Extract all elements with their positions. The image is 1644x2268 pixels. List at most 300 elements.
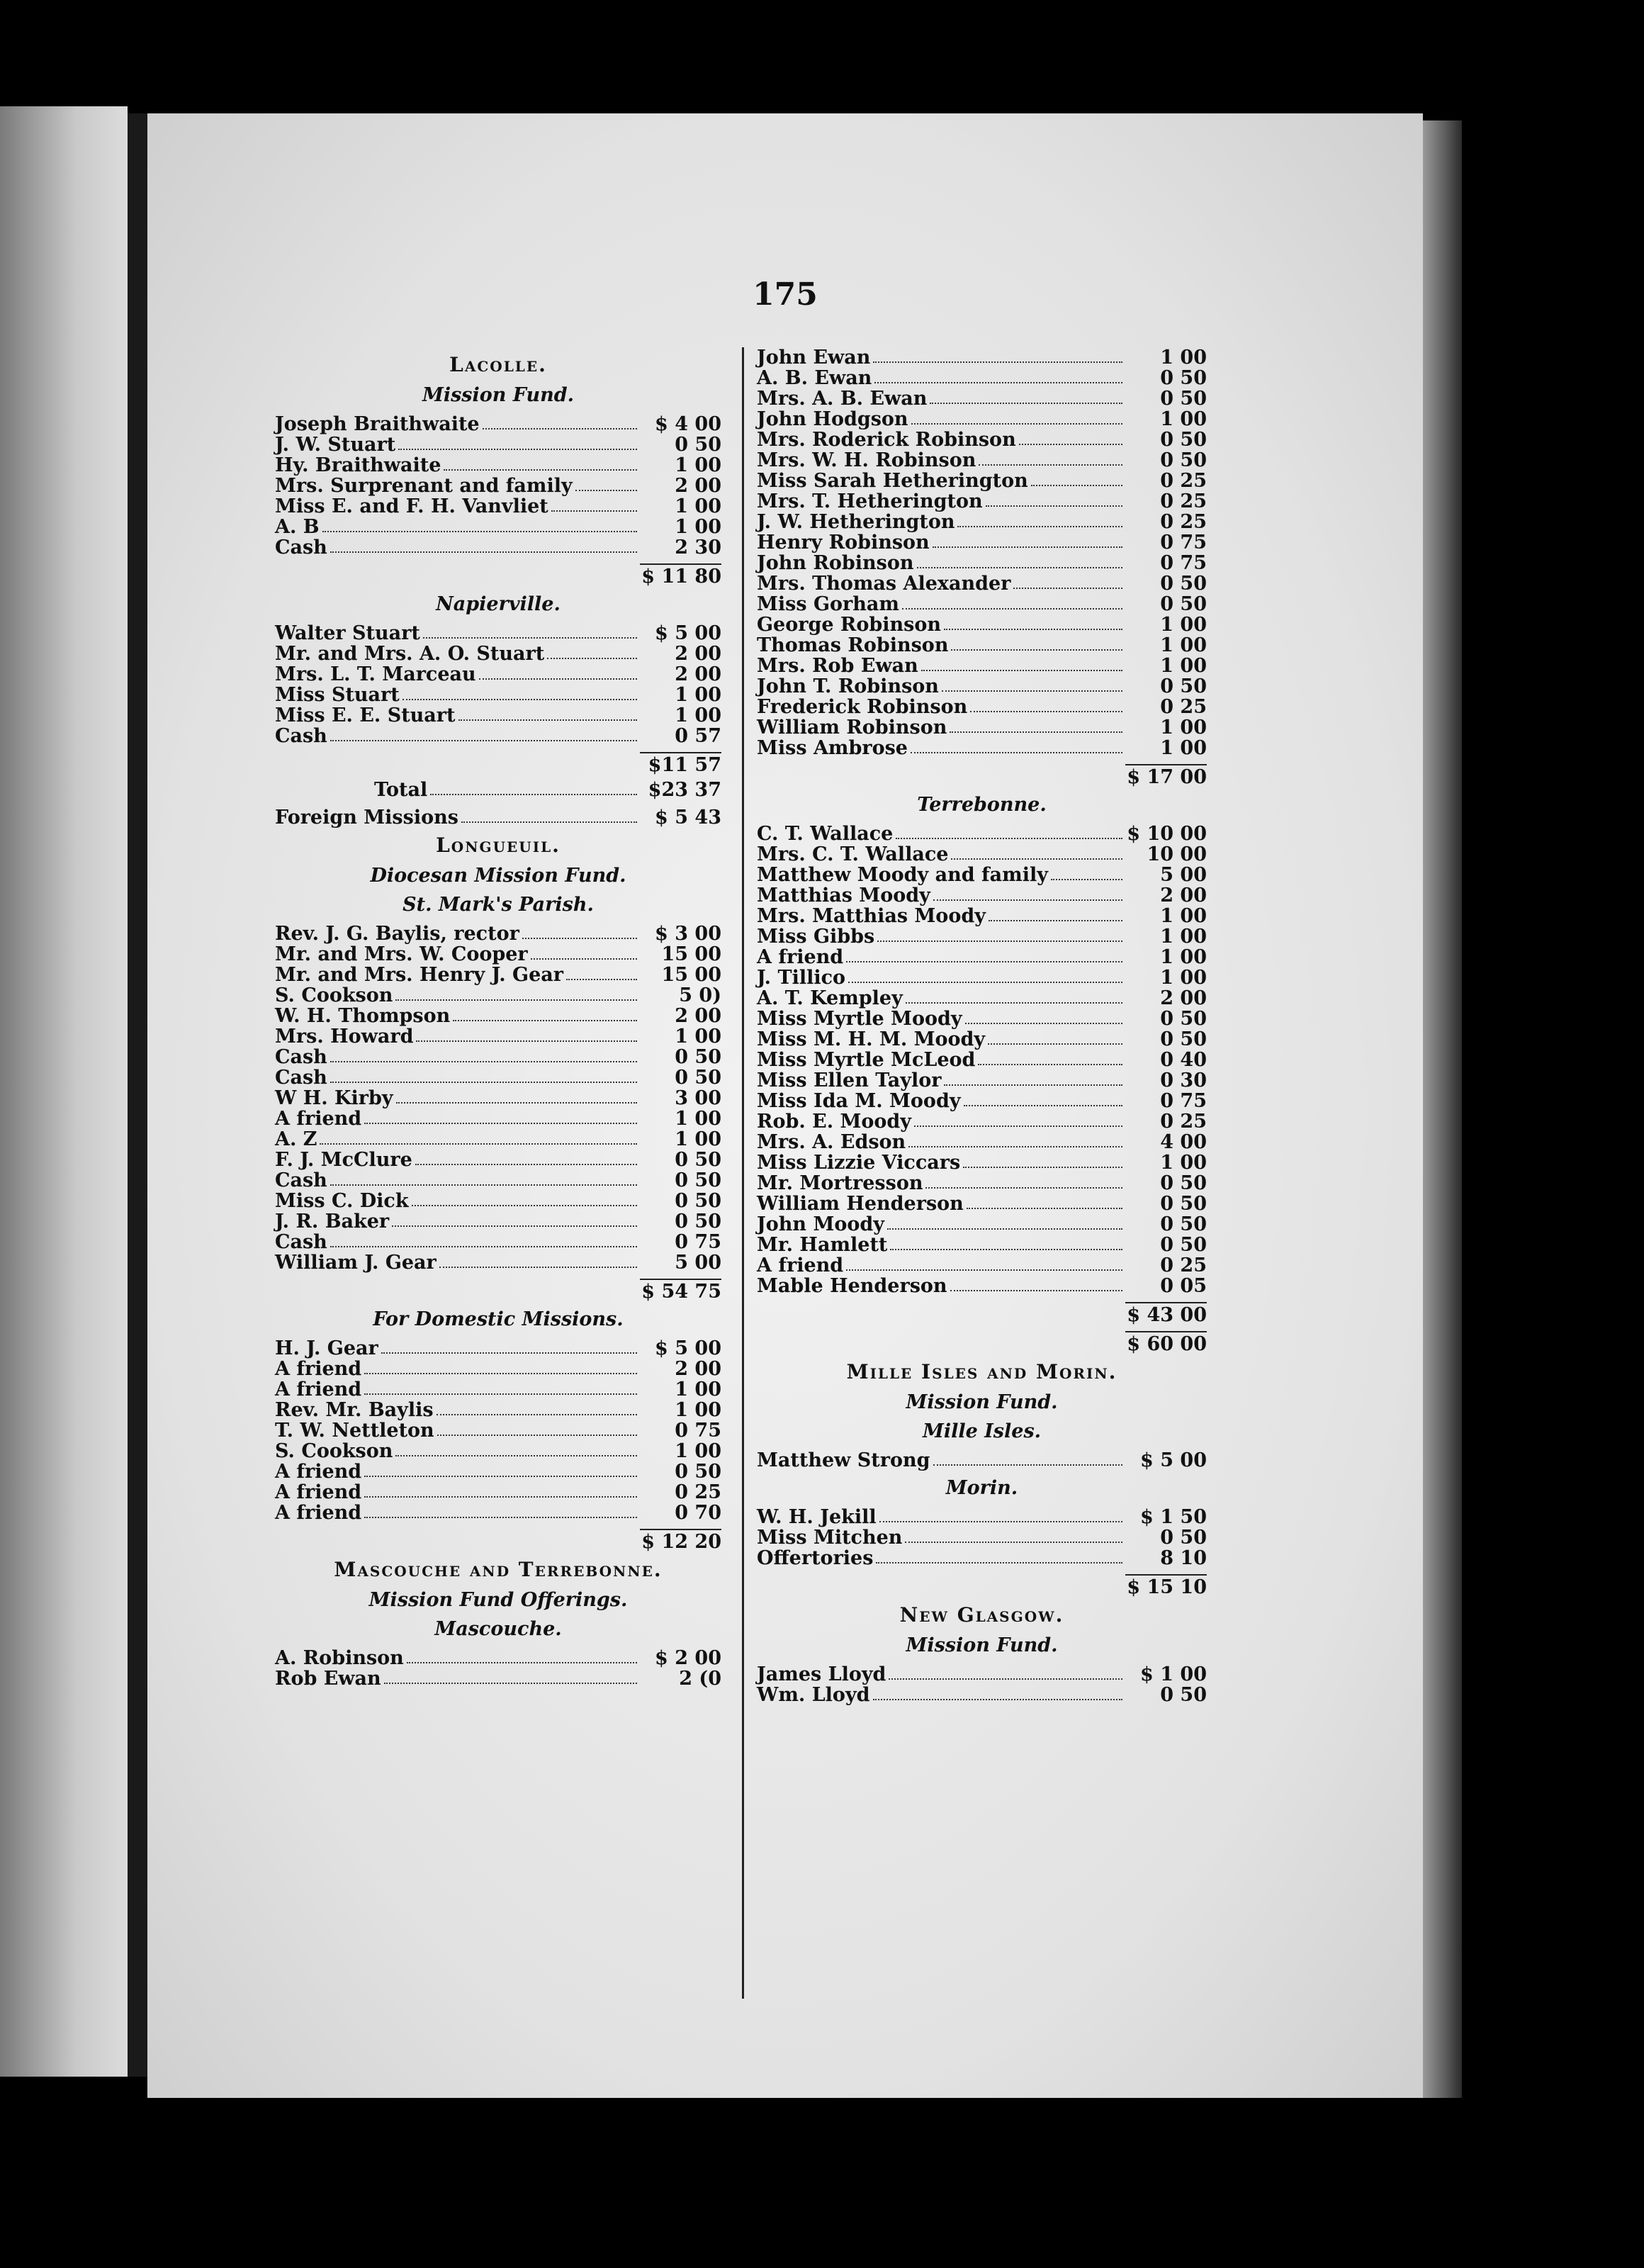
donor-name: A friend	[275, 1461, 362, 1483]
donor-name: Matthew Moody and family	[757, 864, 1048, 886]
donation-amount: $ 1 00	[1140, 1663, 1207, 1685]
donor-name: John Ewan	[757, 347, 871, 369]
page-stack-edge	[1423, 120, 1462, 2098]
donor-row	[757, 1070, 1207, 1091]
section-subheading: Morin.	[945, 1477, 1018, 1499]
donor-name: William Henderson	[757, 1193, 964, 1215]
section-subheading: Terrebonne.	[917, 794, 1047, 816]
donation-amount: $ 2 00	[655, 1647, 721, 1669]
donation-amount: 5 00	[675, 1252, 721, 1274]
donor-row	[757, 1091, 1207, 1111]
donor-row	[757, 368, 1207, 388]
subtotal-row	[757, 1574, 1207, 1598]
donor-name: Mr. Mortresson	[757, 1172, 923, 1194]
dot-leader	[902, 608, 1122, 610]
donor-name: Mrs. Surprenant and family	[275, 475, 573, 497]
donation-amount: 0 75	[675, 1231, 721, 1253]
donor-name: A friend	[275, 1108, 362, 1130]
donor-row	[757, 717, 1207, 738]
donation-amount: 0 25	[1160, 470, 1207, 492]
donation-amount: 0 50	[1160, 593, 1207, 615]
donor-name: William J. Gear	[275, 1252, 437, 1274]
dot-leader	[930, 403, 1122, 404]
donation-amount: 2 00	[1160, 987, 1207, 1009]
donor-row	[757, 885, 1207, 906]
donor-name: A friend	[275, 1379, 362, 1400]
donation-amount: 2 30	[675, 537, 721, 558]
donation-amount: 1 00	[1160, 946, 1207, 968]
donation-amount: 1 00	[675, 1379, 721, 1400]
donor-name: Mrs. W. H. Robinson	[757, 449, 976, 471]
donation-amount: 1 00	[675, 454, 721, 476]
donor-row	[275, 1482, 721, 1503]
donation-amount: 0 25	[675, 1481, 721, 1503]
donor-name: Rev. J. G. Baylis, rector	[275, 923, 519, 945]
dot-leader	[879, 1521, 1122, 1522]
donation-amount: 0 50	[675, 1169, 721, 1191]
donor-name: Cash	[275, 725, 327, 747]
donation-amount: 1 00	[675, 1440, 721, 1462]
donor-name: A. Robinson	[275, 1647, 404, 1669]
donation-amount: $ 10 00	[1127, 823, 1207, 845]
donor-row	[757, 1194, 1207, 1214]
donation-amount: 0 50	[1160, 675, 1207, 697]
donor-row	[275, 1252, 721, 1273]
dot-leader	[917, 567, 1123, 568]
donor-row	[757, 656, 1207, 676]
donation-amount: $ 4 00	[655, 413, 721, 435]
donor-name: A friend	[275, 1358, 362, 1380]
donor-row	[275, 1088, 721, 1108]
donor-name: J. R. Baker	[275, 1211, 390, 1233]
donor-name: Miss Ellen Taylor	[757, 1070, 942, 1091]
donation-amount: 0 50	[675, 434, 721, 456]
donor-row	[275, 1191, 721, 1211]
dot-leader	[398, 449, 637, 450]
dot-leader	[957, 526, 1122, 527]
donor-name: W. H. Thompson	[275, 1005, 451, 1027]
dot-leader	[395, 1455, 637, 1456]
donor-name: A. Z	[275, 1128, 317, 1150]
dot-leader	[423, 637, 637, 639]
donation-amount: 0 40	[1160, 1049, 1207, 1071]
donor-row	[757, 967, 1207, 988]
donor-row	[757, 1029, 1207, 1050]
donation-amount: 1 00	[1160, 655, 1207, 677]
donation-amount: 0 50	[675, 1190, 721, 1212]
donation-amount: 0 25	[1160, 1111, 1207, 1133]
donation-amount: 5 0)	[679, 984, 721, 1006]
dot-leader	[933, 1464, 1123, 1466]
dot-leader	[986, 505, 1122, 507]
dot-leader	[330, 551, 637, 553]
donor-name: Miss Gorham	[757, 593, 899, 615]
section-heading: Longueuil.	[436, 833, 561, 857]
donor-row	[757, 865, 1207, 885]
donation-amount: 0 50	[1160, 429, 1207, 451]
donation-amount: 2 (0	[679, 1668, 721, 1690]
dot-leader	[978, 1064, 1122, 1065]
donor-name: Cash	[275, 1067, 327, 1089]
donor-name: H. J. Gear	[275, 1337, 378, 1359]
dot-leader	[933, 546, 1122, 548]
dot-leader	[944, 629, 1122, 630]
donor-name: John Hodgson	[757, 408, 908, 430]
donor-row	[275, 1420, 721, 1441]
donation-amount: 1 00	[1160, 905, 1207, 927]
donor-name: Miss Mitchen	[757, 1527, 903, 1549]
donor-row	[757, 1050, 1207, 1070]
donor-row	[275, 537, 721, 558]
donor-row	[275, 455, 721, 476]
donor-name: Cash	[275, 1231, 327, 1253]
dot-leader	[364, 1123, 637, 1124]
book-page	[147, 113, 1423, 2098]
dot-leader	[906, 1002, 1122, 1004]
donor-row	[275, 1006, 721, 1026]
subtotal-row	[757, 1302, 1207, 1325]
dot-leader	[416, 1040, 637, 1042]
donor-row	[757, 471, 1207, 491]
dot-leader	[963, 1167, 1122, 1168]
donor-name: A friend	[757, 1254, 844, 1276]
dot-leader	[874, 382, 1122, 383]
donor-row	[757, 347, 1207, 368]
donation-amount: 2 00	[675, 1358, 721, 1380]
donor-row	[275, 1211, 721, 1232]
donation-amount: 1 00	[675, 1026, 721, 1048]
dot-leader	[911, 423, 1122, 425]
donor-name: Miss Ida M. Moody	[757, 1090, 961, 1112]
dot-leader	[970, 711, 1122, 712]
donor-row	[757, 988, 1207, 1009]
donation-amount: 2 00	[675, 663, 721, 685]
facing-page-edge	[0, 106, 128, 2077]
donation-amount: 0 25	[1160, 511, 1207, 533]
book-gutter	[128, 113, 147, 2077]
dot-leader	[889, 1678, 1122, 1680]
donor-name: Thomas Robinson	[757, 634, 949, 656]
donor-name: Hy. Braithwaite	[275, 454, 441, 476]
donor-name: Mrs. Rob Ewan	[757, 655, 918, 677]
dot-leader	[848, 982, 1122, 983]
donor-row	[275, 985, 721, 1006]
dot-leader	[965, 1023, 1122, 1024]
donation-amount: 1 00	[1160, 926, 1207, 948]
donor-row	[757, 635, 1207, 656]
donor-name: James Lloyd	[757, 1663, 886, 1685]
donation-amount: $ 5 00	[655, 622, 721, 644]
subtotal-row	[275, 1529, 721, 1552]
dot-leader	[430, 794, 637, 795]
subtotal-amount: $ 60 00	[1125, 1331, 1207, 1354]
subtotal-amount: $ 54 75	[640, 1279, 721, 1302]
dot-leader	[1031, 485, 1122, 486]
donation-amount: 1 00	[1160, 1152, 1207, 1174]
donation-amount: 0 30	[1160, 1070, 1207, 1091]
donor-row	[757, 824, 1207, 844]
section-subheading: Mission Fund.	[906, 1391, 1058, 1413]
dot-leader	[547, 658, 637, 659]
donation-amount: 10 00	[1147, 843, 1207, 865]
subtotal-amount: $11 57	[640, 752, 721, 775]
dot-leader	[914, 1125, 1122, 1127]
donor-row	[757, 926, 1207, 947]
donation-amount: 1 00	[675, 1128, 721, 1150]
donation-amount: 0 50	[1160, 1028, 1207, 1050]
donation-amount: 2 00	[675, 1005, 721, 1027]
donation-amount: 0 50	[1160, 1234, 1207, 1256]
donor-row	[275, 644, 721, 664]
donor-row	[757, 676, 1207, 697]
donor-row	[275, 726, 721, 746]
donor-name: Miss Myrtle Moody	[757, 1008, 962, 1030]
section-subheading: Mission Fund.	[906, 1634, 1058, 1656]
dot-leader	[384, 1683, 637, 1684]
subtotal-row	[275, 563, 721, 587]
dot-leader	[575, 490, 637, 491]
subtotal-amount: $ 17 00	[1125, 764, 1207, 787]
subtotal-amount: $ 15 10	[1125, 1574, 1207, 1598]
donation-amount: 5 00	[1160, 864, 1207, 886]
donor-row	[757, 1152, 1207, 1173]
dot-leader	[458, 719, 638, 721]
donor-name: Cash	[275, 1046, 327, 1068]
donor-row	[757, 614, 1207, 635]
donor-row	[275, 1150, 721, 1170]
donation-amount: 1 00	[1160, 634, 1207, 656]
donation-amount: $ 1 50	[1140, 1506, 1207, 1528]
donation-amount: 1 00	[675, 704, 721, 726]
donation-amount: 1 00	[675, 1108, 721, 1130]
donor-name: Henry Robinson	[757, 532, 930, 554]
donor-row	[275, 807, 721, 828]
dot-leader	[396, 1102, 637, 1104]
donation-amount: 1 00	[1160, 967, 1207, 989]
donor-row	[275, 1047, 721, 1067]
donor-row	[757, 844, 1207, 865]
donation-amount: 0 50	[675, 1046, 721, 1068]
donor-row	[275, 414, 721, 434]
section-subheading: St. Mark's Parish.	[402, 894, 594, 916]
donation-amount: 1 00	[675, 1399, 721, 1421]
donor-row	[275, 924, 721, 944]
donor-name: Mrs. Roderick Robinson	[757, 429, 1016, 451]
donation-amount: 0 50	[675, 1461, 721, 1483]
donor-name: Offertories	[757, 1547, 874, 1569]
dot-leader	[846, 1269, 1122, 1271]
dot-leader	[964, 1105, 1122, 1106]
donor-name: Miss Sarah Hetherington	[757, 470, 1028, 492]
donor-name: Matthew Strong	[757, 1449, 930, 1471]
donor-name: J. W. Stuart	[275, 434, 396, 456]
column-divider	[742, 347, 744, 1999]
donor-name: Mrs. Matthias Moody	[757, 905, 986, 927]
donor-name: Rob Ewan	[275, 1668, 381, 1690]
donation-amount: 0 50	[675, 1067, 721, 1089]
donor-row	[757, 1685, 1207, 1705]
dot-leader	[925, 1187, 1122, 1189]
dot-leader	[933, 899, 1122, 901]
donation-amount: 1 00	[1160, 408, 1207, 430]
donor-name: Mrs. T. Hetherington	[757, 490, 983, 512]
dot-leader	[395, 999, 637, 1001]
donor-name: A friend	[275, 1502, 362, 1524]
dot-leader	[479, 678, 637, 680]
dot-leader	[877, 941, 1122, 942]
donation-amount: 0 50	[1160, 1172, 1207, 1194]
donor-name: William Robinson	[757, 717, 947, 739]
dot-leader	[483, 428, 637, 430]
dot-leader	[412, 1205, 637, 1206]
donation-amount: 1 00	[675, 684, 721, 706]
donor-row	[757, 1173, 1207, 1194]
dot-leader	[566, 979, 637, 980]
donation-amount: 0 50	[1160, 1008, 1207, 1030]
dot-leader	[921, 670, 1122, 671]
dot-leader	[942, 690, 1122, 692]
dot-leader	[951, 858, 1122, 860]
donor-row	[275, 1129, 721, 1150]
donor-row	[757, 409, 1207, 430]
donor-row	[757, 697, 1207, 717]
donor-row	[757, 1111, 1207, 1132]
section-subheading: Napierville.	[436, 593, 561, 615]
donor-row	[757, 430, 1207, 450]
donation-amount: 0 57	[675, 725, 721, 747]
donor-row	[757, 1527, 1207, 1548]
donor-row	[275, 1108, 721, 1129]
donation-amount: 1 00	[1160, 347, 1207, 369]
dot-leader	[944, 1084, 1122, 1086]
donation-amount: $23 37	[648, 779, 721, 801]
donor-row	[757, 1507, 1207, 1527]
donor-row	[757, 450, 1207, 471]
donor-row	[275, 1648, 721, 1668]
section-subheading: Diocesan Mission Fund.	[370, 865, 626, 887]
donor-row	[757, 1214, 1207, 1235]
donation-amount: 0 25	[1160, 696, 1207, 718]
dot-leader	[330, 1246, 637, 1247]
donation-amount: 0 25	[1160, 1254, 1207, 1276]
dot-leader	[437, 1435, 637, 1436]
donor-name: Mr. Hamlett	[757, 1234, 888, 1256]
donation-amount: 0 50	[675, 1149, 721, 1171]
donor-row	[275, 685, 721, 705]
donation-amount: $ 5 00	[1140, 1449, 1207, 1471]
donor-row	[757, 491, 1207, 512]
donor-row	[275, 1379, 721, 1400]
dot-leader	[364, 1393, 637, 1395]
donor-name: Mr. and Mrs. A. O. Stuart	[275, 643, 545, 665]
donor-name: T. W. Nettleton	[275, 1420, 434, 1442]
donor-row	[275, 965, 721, 985]
dot-leader	[437, 1414, 637, 1415]
donor-row	[757, 1235, 1207, 1255]
dot-leader	[330, 740, 637, 741]
dot-leader	[522, 938, 637, 939]
donor-name: Miss Myrtle McLeod	[757, 1049, 976, 1071]
donation-amount: 0 70	[675, 1502, 721, 1524]
donor-name: J. Tillico	[757, 967, 846, 989]
page-number: 175	[753, 276, 818, 313]
donor-name: J. W. Hetherington	[757, 511, 955, 533]
donor-row	[757, 388, 1207, 409]
donor-row	[757, 594, 1207, 614]
donor-name: George Robinson	[757, 614, 941, 636]
donation-amount: 0 50	[1160, 1684, 1207, 1706]
donor-name: A. T. Kempley	[757, 987, 903, 1009]
donation-amount: 0 50	[1160, 367, 1207, 389]
donor-name: S. Cookson	[275, 984, 393, 1006]
donor-row	[275, 623, 721, 644]
section-heading: Mille Isles and Morin.	[846, 1360, 1117, 1383]
dot-leader	[911, 752, 1122, 753]
donor-row	[275, 1067, 721, 1088]
donor-row	[275, 1400, 721, 1420]
donor-row	[757, 553, 1207, 573]
section-subheading: For Domestic Missions.	[373, 1308, 624, 1330]
donation-amount: 8 10	[1160, 1547, 1207, 1569]
donor-name: Cash	[275, 1169, 327, 1191]
donation-amount: 0 75	[1160, 532, 1207, 554]
donor-name: Mr. and Mrs. Henry J. Gear	[275, 964, 564, 986]
dot-leader	[461, 821, 637, 823]
donor-row	[757, 1664, 1207, 1685]
donor-name: A friend	[757, 946, 844, 968]
donation-amount: 0 25	[1160, 490, 1207, 512]
donor-name: Miss Ambrose	[757, 737, 908, 759]
donation-amount: 2 00	[675, 475, 721, 497]
section-subheading: Mascouche.	[434, 1618, 562, 1640]
donor-row	[275, 517, 721, 537]
dot-leader	[989, 920, 1122, 921]
dot-leader	[392, 1225, 637, 1227]
donor-row	[275, 944, 721, 965]
dot-leader	[439, 1267, 637, 1268]
dot-leader	[846, 961, 1122, 962]
donor-row	[757, 1009, 1207, 1029]
section-subheading: Mille Isles.	[922, 1420, 1042, 1442]
donor-name: Walter Stuart	[275, 622, 420, 644]
donation-amount: 0 50	[1160, 1193, 1207, 1215]
donor-name: Miss Lizzie Viccars	[757, 1152, 961, 1174]
donor-name: F. J. McClure	[275, 1149, 412, 1171]
dot-leader	[905, 1542, 1122, 1543]
donor-row	[275, 1503, 721, 1523]
donor-name: Miss E. and F. H. Vanvliet	[275, 495, 548, 517]
dot-leader	[873, 361, 1122, 363]
donation-amount: 2 00	[1160, 885, 1207, 906]
donor-row	[275, 1232, 721, 1252]
donor-row	[757, 512, 1207, 532]
donor-row	[757, 947, 1207, 967]
donor-name: Mrs. L. T. Marceau	[275, 663, 476, 685]
left-column	[275, 347, 721, 1689]
donor-row	[275, 664, 721, 685]
donor-name: John Robinson	[757, 552, 914, 574]
donor-name: Foreign Missions	[275, 807, 458, 829]
donation-amount: 1 00	[1160, 717, 1207, 739]
donor-row	[275, 434, 721, 455]
donor-name: Wm. Lloyd	[757, 1684, 870, 1706]
dot-leader	[908, 1146, 1122, 1147]
donor-row	[275, 496, 721, 517]
donor-row	[275, 1668, 721, 1689]
donor-row	[275, 1170, 721, 1191]
donor-name: John T. Robinson	[757, 675, 939, 697]
donor-name: W. H. Jekill	[757, 1506, 877, 1528]
